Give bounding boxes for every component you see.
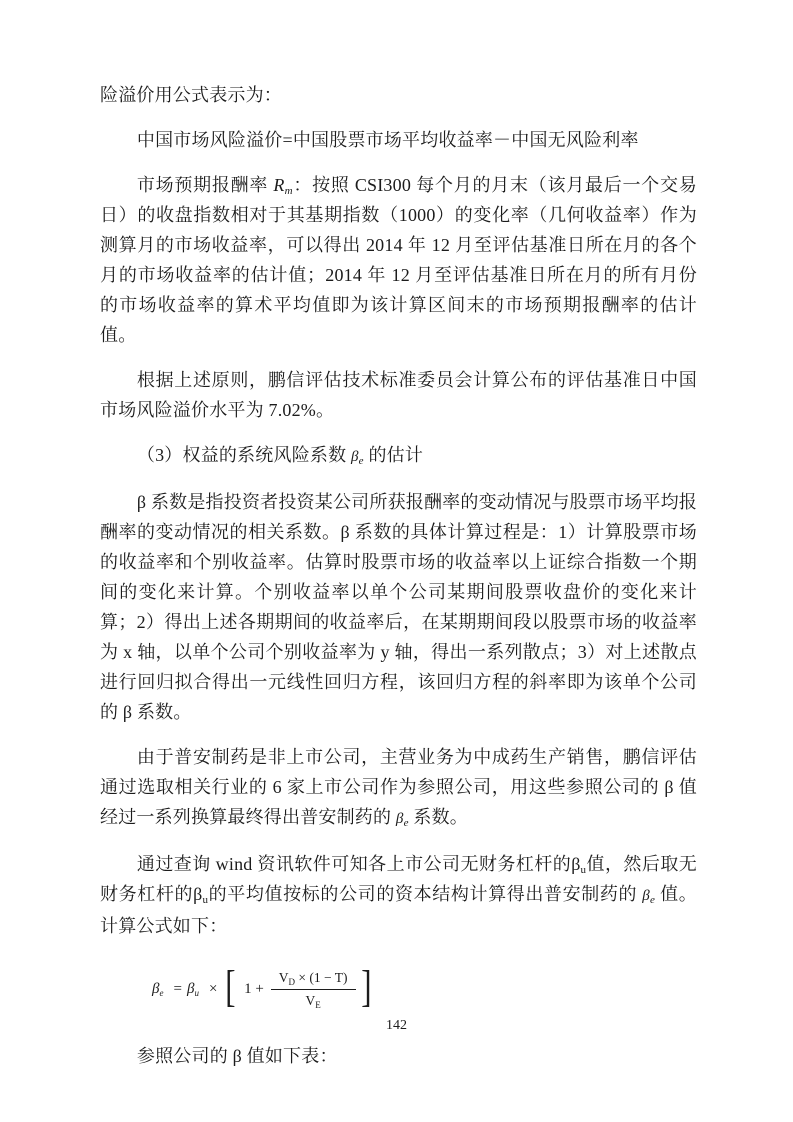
paragraph-risk-premium-level <box>100 365 697 425</box>
paragraph-text: 值。计算公式如下： <box>100 884 697 936</box>
variable-ve-subscript: E <box>315 999 321 1010</box>
formula-beta-u-subscript: u <box>194 987 199 998</box>
paragraph-risk-premium-intro <box>100 80 697 110</box>
variable-beta-u-subscript: u <box>580 864 587 876</box>
heading-text: 的估计 <box>363 445 424 465</box>
paragraph-beta-definition <box>100 487 697 727</box>
paragraph-wind-software <box>100 849 697 941</box>
variable-beta-u: β <box>193 884 203 904</box>
paragraph-text: 通过查询 wind 资讯软件可知各上市公司无财务杠杆的 <box>136 854 572 874</box>
variable-beta-u-subscript: u <box>202 894 209 906</box>
variable-beta-e: β <box>395 811 404 827</box>
paragraph-text: 系数。 <box>408 807 468 827</box>
variable-beta-e: β <box>642 888 650 904</box>
paragraph-text: 由于普安制药是非上市公司，主营业务为中成药生产销售，鹏信评估通过选取相关行业的 6 家上市公司作为参照公司，用这些参照公司的 β 值经过一系列换算最终得出普安制药的 <box>100 747 697 827</box>
paragraph-beta-table-intro <box>100 1041 697 1071</box>
formula-beta-u-base: β <box>186 980 195 997</box>
right-bracket: ] <box>360 962 371 1011</box>
paragraph-text: 参照公司的 β 值如下表： <box>136 1046 338 1066</box>
variable-rm: R <box>273 175 285 195</box>
left-bracket: [ <box>225 962 236 1011</box>
page-number: 142 <box>386 1018 407 1033</box>
document-body <box>100 80 697 1071</box>
equals-sign: = <box>173 980 182 997</box>
variable-vd-subscript: D <box>288 977 296 987</box>
paragraph-text: 险溢价用公式表示为： <box>100 85 282 105</box>
variable-ve-base: V <box>305 992 316 1008</box>
fraction-numerator <box>271 971 356 990</box>
formula-one-plus: 1 + <box>244 980 264 997</box>
variable-rm-subscript: m <box>284 185 293 197</box>
multiplication-sign: × <box>208 980 218 997</box>
equation-china-risk-premium <box>100 125 697 155</box>
fraction-denominator <box>306 990 321 1008</box>
formula-fraction <box>271 970 356 1010</box>
formula-beta-u <box>187 982 199 997</box>
equation-text: 中国市场风险溢价=中国股票市场平均收益率－中国无风险利率 <box>136 130 639 150</box>
heading-beta-estimation <box>100 440 697 472</box>
variable-beta-e-subscript: e <box>403 817 409 829</box>
paragraph-comparable-companies <box>100 742 697 834</box>
formula-beta-e-base: β <box>152 980 160 997</box>
paragraph-text: ：按照 CSI300 每个月的月末（该月最后一个交易日）的收盘指数相对于其基期指数（1000）的变化率（几何收益率）作为测算月的市场收益率，可以得出 2014 年 12 月至评估基准日所在月的各个月的市场收益率的估计值；2014 年 12 月至评估基准日所在月的所有月份的市场收益率的算术平均值即为该计算区间末的市场预期报酬率的估计值。 <box>100 175 697 345</box>
variable-beta-e-subscript: e <box>358 455 364 467</box>
paragraph-market-expected-return <box>100 170 697 350</box>
formula-beta-e <box>152 982 163 997</box>
numerator-rest: × (1 − T) <box>295 970 348 985</box>
variable-beta-u: β <box>571 854 581 874</box>
variable-beta-e: β <box>351 449 359 465</box>
variable-beta-e-subscript: e <box>649 894 656 906</box>
paragraph-text: 的平均值按标的公司的资本结构计算得出普安制药的 <box>208 884 643 904</box>
variable-vd-base: V <box>278 970 289 985</box>
paragraph-text: 根据上述原则，鹏信评估技术标准委员会计算公布的评估基准日中国市场风险溢价水平为 7.02%。 <box>100 370 697 420</box>
paragraph-text: 市场预期报酬率 <box>136 175 274 195</box>
paragraph-text: 值，然后取无财务杠杆的 <box>100 854 697 904</box>
heading-text: （3）权益的系统风险系数 <box>136 445 351 465</box>
paragraph-text: β 系数是指投资者投资某公司所获报酬率的变动情况与股票市场平均报酬率的变动情况的相关系数。β 系数的具体计算过程是：1）计算股票市场的收益率和个别收益率。估算时股票市场的收益率以上证综合指数一个期间的变化来计算。个别收益率以单个公司某期间股票收盘价的变化来计算；2）得出上述各期期间的收益率后，在某期期间段以股票市场的收益率为 x 轴，以单个公司个别收益率为 y 轴，得出一系列散点；3）对上述散点进行回归拟合得出一元线性回归方程，该回归方程的斜率即为该单个公司的 β 系数。 <box>100 492 697 722</box>
formula-beta-e-subscript: e <box>159 987 164 998</box>
beta-levered-formula <box>152 961 697 1017</box>
